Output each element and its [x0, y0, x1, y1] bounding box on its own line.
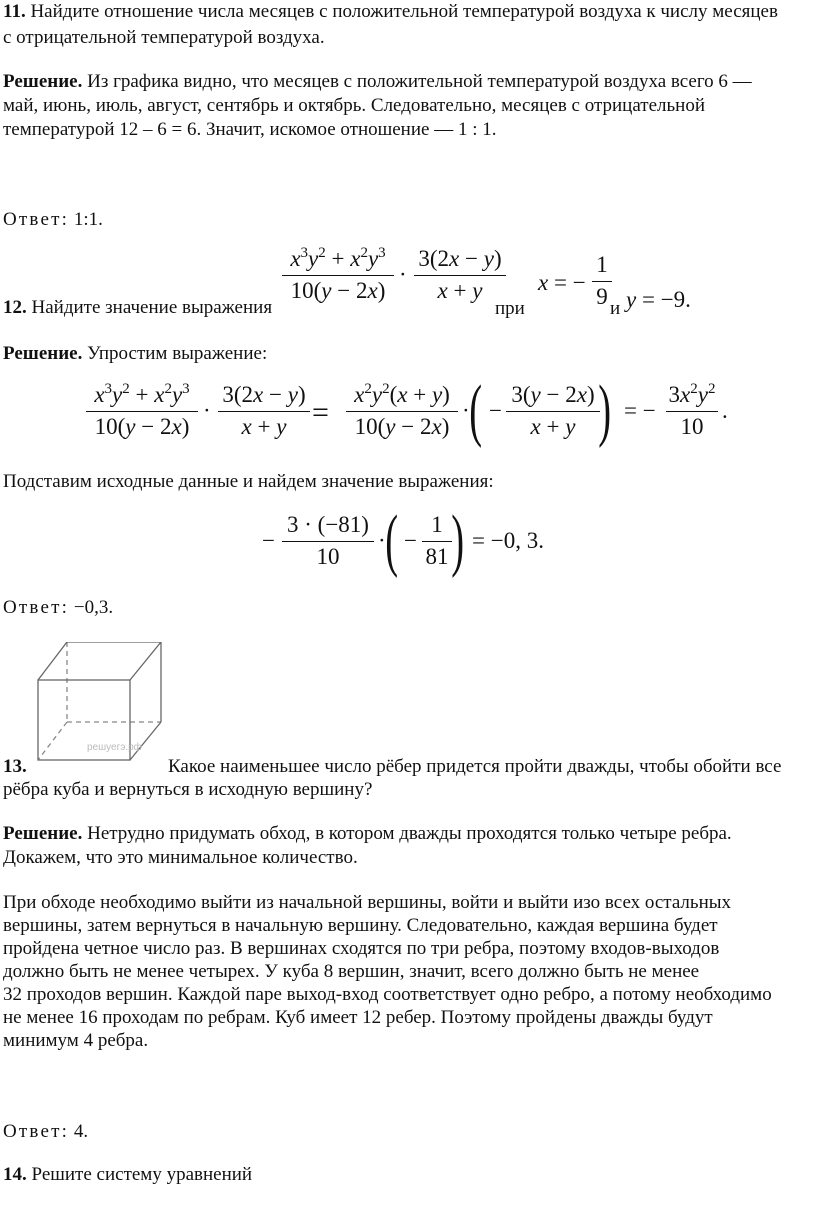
problem-12-substitution-text: Подставим исходные данные и найдем значение выражения: — [3, 471, 494, 492]
problem-number: 13. — [3, 756, 27, 777]
problem-number: 14. — [3, 1164, 27, 1185]
answer-label: Ответ: — [3, 209, 70, 230]
problem-12-answer — [3, 596, 113, 619]
answer-label: Ответ: — [3, 1121, 70, 1142]
solution-text: Упростим выражение: — [87, 343, 268, 364]
problem-11-solution-line1 — [3, 70, 752, 93]
problem-11-solution-line2: май, июнь, июль, август, сентябрь и октябрь. Следовательно, месяцев с отрицательной — [3, 95, 705, 116]
x-value: x = − — [538, 270, 586, 295]
question-text: Найдите значение выражения — [31, 297, 273, 318]
problem-13-paragraph-line6: не менее 16 проходам по ребрам. Куб имеет 12 ребер. Поэтому пройдены дважды будут — [3, 1007, 713, 1028]
problem-13-solution-line2: Докажем, что это минимальное количество. — [3, 847, 358, 868]
problem-number: 11. — [3, 1, 26, 22]
problem-11-solution-line3: температурой 12 – 6 = 6. Значит, искомое отношение — 1 : 1. — [3, 119, 497, 140]
question-expression: $x^3y^2 + x^2y^3$ 10(y − 2x) · 3(2x − y) x + y — [282, 246, 512, 316]
x-value-fraction: 1 9 — [592, 252, 612, 310]
problem-13-paragraph-line3: пройдена четное число раз. В вершинах сходятся по три ребра, поэтому входов-выходов — [3, 938, 720, 959]
expression-fraction-2: 3(2x − y) x + y — [414, 246, 506, 304]
and-word: и — [610, 298, 621, 319]
answer-label: Ответ: — [3, 597, 70, 618]
watermark: решуегэ.рф — [87, 742, 142, 753]
substitution-expression: − 3 · (−81) 10 · ( − 1 81 ) = −0, 3. — [262, 502, 544, 579]
problem-13-paragraph-line1: При обходе необходимо выйти из начальной вершины, войти и выйти изо всех остальных — [3, 892, 732, 913]
problem-12-question — [3, 296, 272, 319]
simplification-expression: $x^3y^2 + x^2y^3$ 10(y − 2x) · 3(2x − y) x + y = $x^2y^2(x + y)$ 10(y − 2x) · ( − 3(y − 2x) x + y ) = − $3x^2y^2$ 10 . — [86, 382, 736, 452]
problem-13-paragraph-line2: вершины, затем вернуться в начальную вершину. Следовательно, каждая вершина будет — [3, 915, 718, 936]
problem-13-answer — [3, 1120, 88, 1143]
question-text: Найдите отношение числа месяцев с положительной температурой воздуха к числу месяцев — [30, 1, 778, 22]
problem-13-paragraph-line7: минимум 4 ребра. — [3, 1030, 149, 1051]
problem-12-solution — [3, 342, 267, 365]
solution-text: Из графика видно, что месяцев с положительной температурой воздуха всего 6 — — [87, 71, 752, 92]
solution-label: Решение. — [3, 823, 83, 844]
y-value: y = −9. — [626, 287, 691, 312]
answer-value: 1:1. — [73, 209, 103, 230]
problem-11-question-line2: с отрицательной температурой воздуха. — [3, 27, 325, 48]
problem-number: 12. — [3, 297, 27, 318]
answer-value: −0,3. — [73, 597, 114, 618]
solution-label: Решение. — [3, 343, 83, 364]
problem-13-solution-line1 — [3, 822, 732, 845]
cube-figure — [35, 642, 165, 762]
problem-14-question — [3, 1163, 252, 1186]
problem-13-paragraph-line5: 32 проходов вершин. Каждой паре выход-вход соответствует одно ребро, а потому необходимо — [3, 984, 772, 1005]
expression-fraction-1: $x^3y^2 + x^2y^3$ 10(y − 2x) — [282, 246, 394, 304]
solution-text: Нетрудно придумать обход, в котором дважды проходятся только четыре ребра. — [87, 823, 732, 844]
solution-label: Решение. — [3, 71, 83, 92]
at-word: при — [495, 298, 525, 319]
problem-11-answer — [3, 208, 103, 231]
answer-value: 4. — [73, 1121, 89, 1142]
problem-13-paragraph-line4: должно быть не менее четырех. У куба 8 вершин, значит, всего должно быть не менее — [3, 961, 700, 982]
question-text: Решите систему уравнений — [31, 1164, 253, 1185]
problem-13-question-line2: рёбра куба и вернуться в исходную вершину? — [3, 779, 373, 800]
problem-11-question-line1 — [3, 0, 778, 23]
problem-13-question-line1: Какое наименьшее число рёбер придется пройти дважды, чтобы обойти все — [168, 756, 782, 777]
